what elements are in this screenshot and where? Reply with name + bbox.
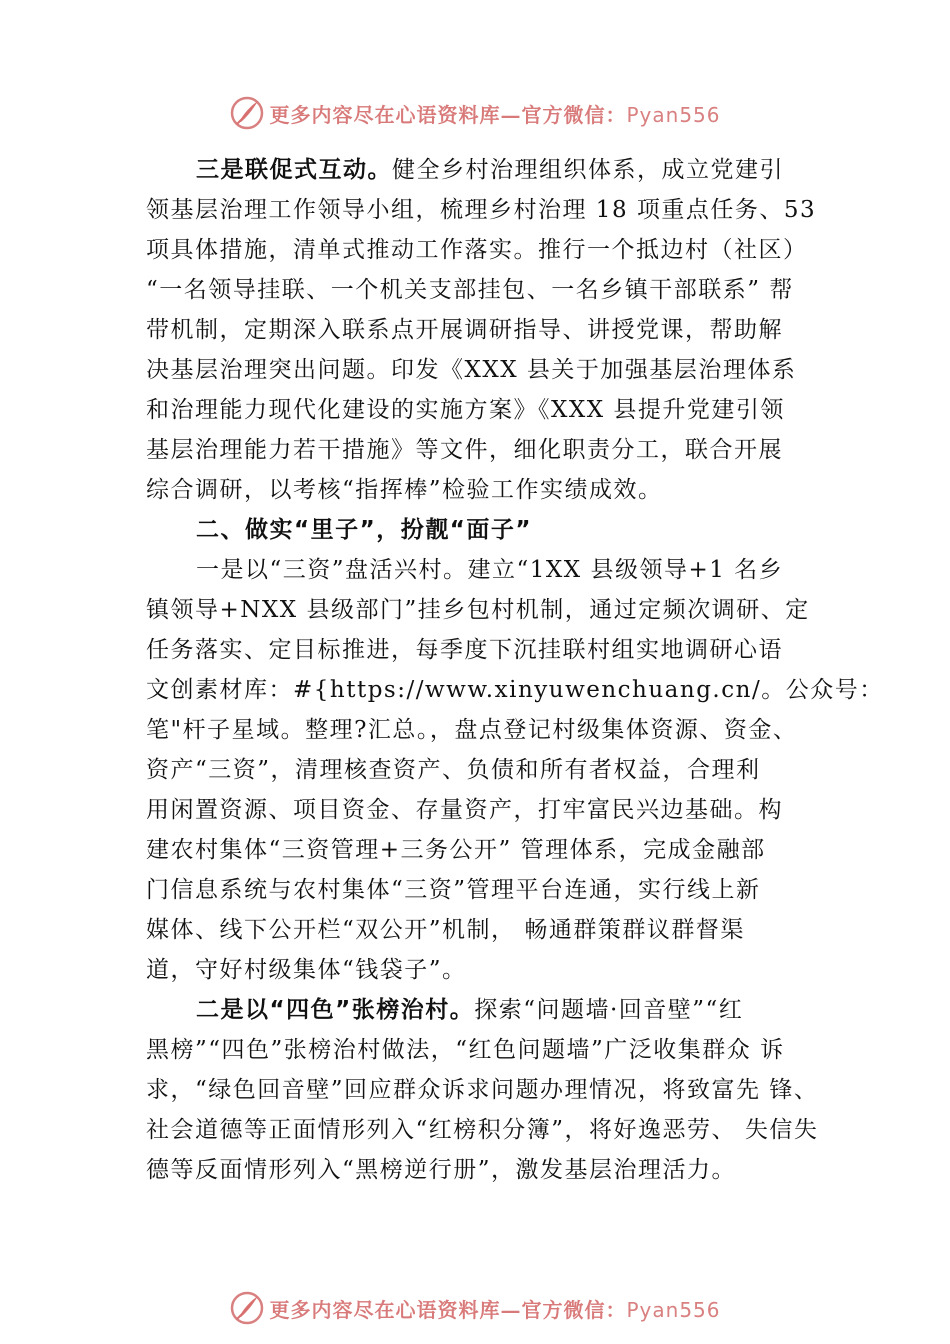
header-banner [0, 93, 950, 133]
paragraph-line: 资产“三资”，清理核查资产、负债和所有者权益，合理利 [146, 757, 761, 783]
paragraph-line: 媒体、线下公开栏“双公开”机制， 畅通群策群议群督渠 [146, 917, 745, 943]
paragraph-line: 建农村集体“三资管理+三务公开” 管理体系，完成金融部 [146, 837, 766, 863]
paragraph-line: 领基层治理工作领导小组，梳理乡村治理 18 项重点任务、53 [146, 197, 817, 223]
paragraph-line: 德等反面情形列入“黑榜逆行册”，激发基层治理活力。 [146, 1157, 737, 1183]
paragraph-line: 镇领导+NXX 县级部门”挂乡包村机制，通过定频次调研、定 [146, 597, 810, 623]
paragraph-line: 项具体措施，清单式推动工作落实。推行一个抵边村（社区） [146, 237, 808, 263]
paragraph-line: 用闲置资源、项目资金、存量资产，打牢富民兴边基础。构 [146, 797, 783, 823]
paragraph-line: 和治理能力现代化建设的实施方案》《XXX 县提升党建引领 [146, 397, 785, 423]
paragraph-line: 文创素材库：#{https://www.xinyuwenchuang.cn/。公众号： [146, 677, 884, 703]
paragraph-line: 一是以“三资”盘活兴村。建立“1XX 县级领导+1 名乡 [196, 557, 784, 583]
quill-logo-icon [229, 1290, 265, 1326]
paragraph-line: 决基层治理突出问题。印发《XXX 县关于加强基层治理体系 [146, 357, 797, 383]
paragraph-line: 综合调研，以考核“指挥棒”检验工作实绩成效。 [146, 477, 663, 503]
paragraph-line: 社会道德等正面情形列入“红榜积分簿”，将好逸恶劳、 失信失 [146, 1117, 819, 1143]
paragraph-line: 三是联促式互动。健全乡村治理组织体系，成立党建引 [196, 157, 784, 183]
paragraph-line: 求，“绿色回音壁”回应群众诉求问题办理情况，将致富先 锋、 [146, 1077, 819, 1103]
paragraph-line: “一名领导挂联、一个机关支部挂包、一名乡镇干部联系” 帮 [146, 277, 794, 303]
paragraph-line: 道，守好村级集体“钱袋子”。 [146, 957, 467, 983]
banner-text: 更多内容尽在心语资料库—官方微信：Pyan556 [269, 102, 721, 127]
document-body [146, 150, 884, 1190]
banner-text: 更多内容尽在心语资料库—官方微信：Pyan556 [269, 1297, 721, 1322]
footer-banner [0, 1288, 950, 1328]
paragraph-line: 基层治理能力若干措施》等文件，细化职责分工，联合开展 [146, 437, 783, 463]
paragraph-line: 黑榜”“四色”张榜治村做法，“红色问题墙”广泛收集群众 诉 [146, 1037, 785, 1063]
section-heading: 二、做实“里子”，扮靓“面子” [196, 517, 532, 543]
paragraph-line: 二是以“四色”张榜治村。探索“问题墙·回音壁”“红 [196, 997, 744, 1023]
paragraph-line: 笔"杆子星域。整理?汇总。，盘点登记村级集体资源、资金、 [146, 717, 798, 743]
paragraph-line: 任务落实、定目标推进，每季度下沉挂联村组实地调研心语 [146, 637, 783, 663]
quill-logo-icon [229, 95, 265, 131]
paragraph-line: 门信息系统与农村集体“三资”管理平台连通，实行线上新 [146, 877, 761, 903]
paragraph-line: 带机制，定期深入联系点开展调研指导、讲授党课，帮助解 [146, 317, 783, 343]
